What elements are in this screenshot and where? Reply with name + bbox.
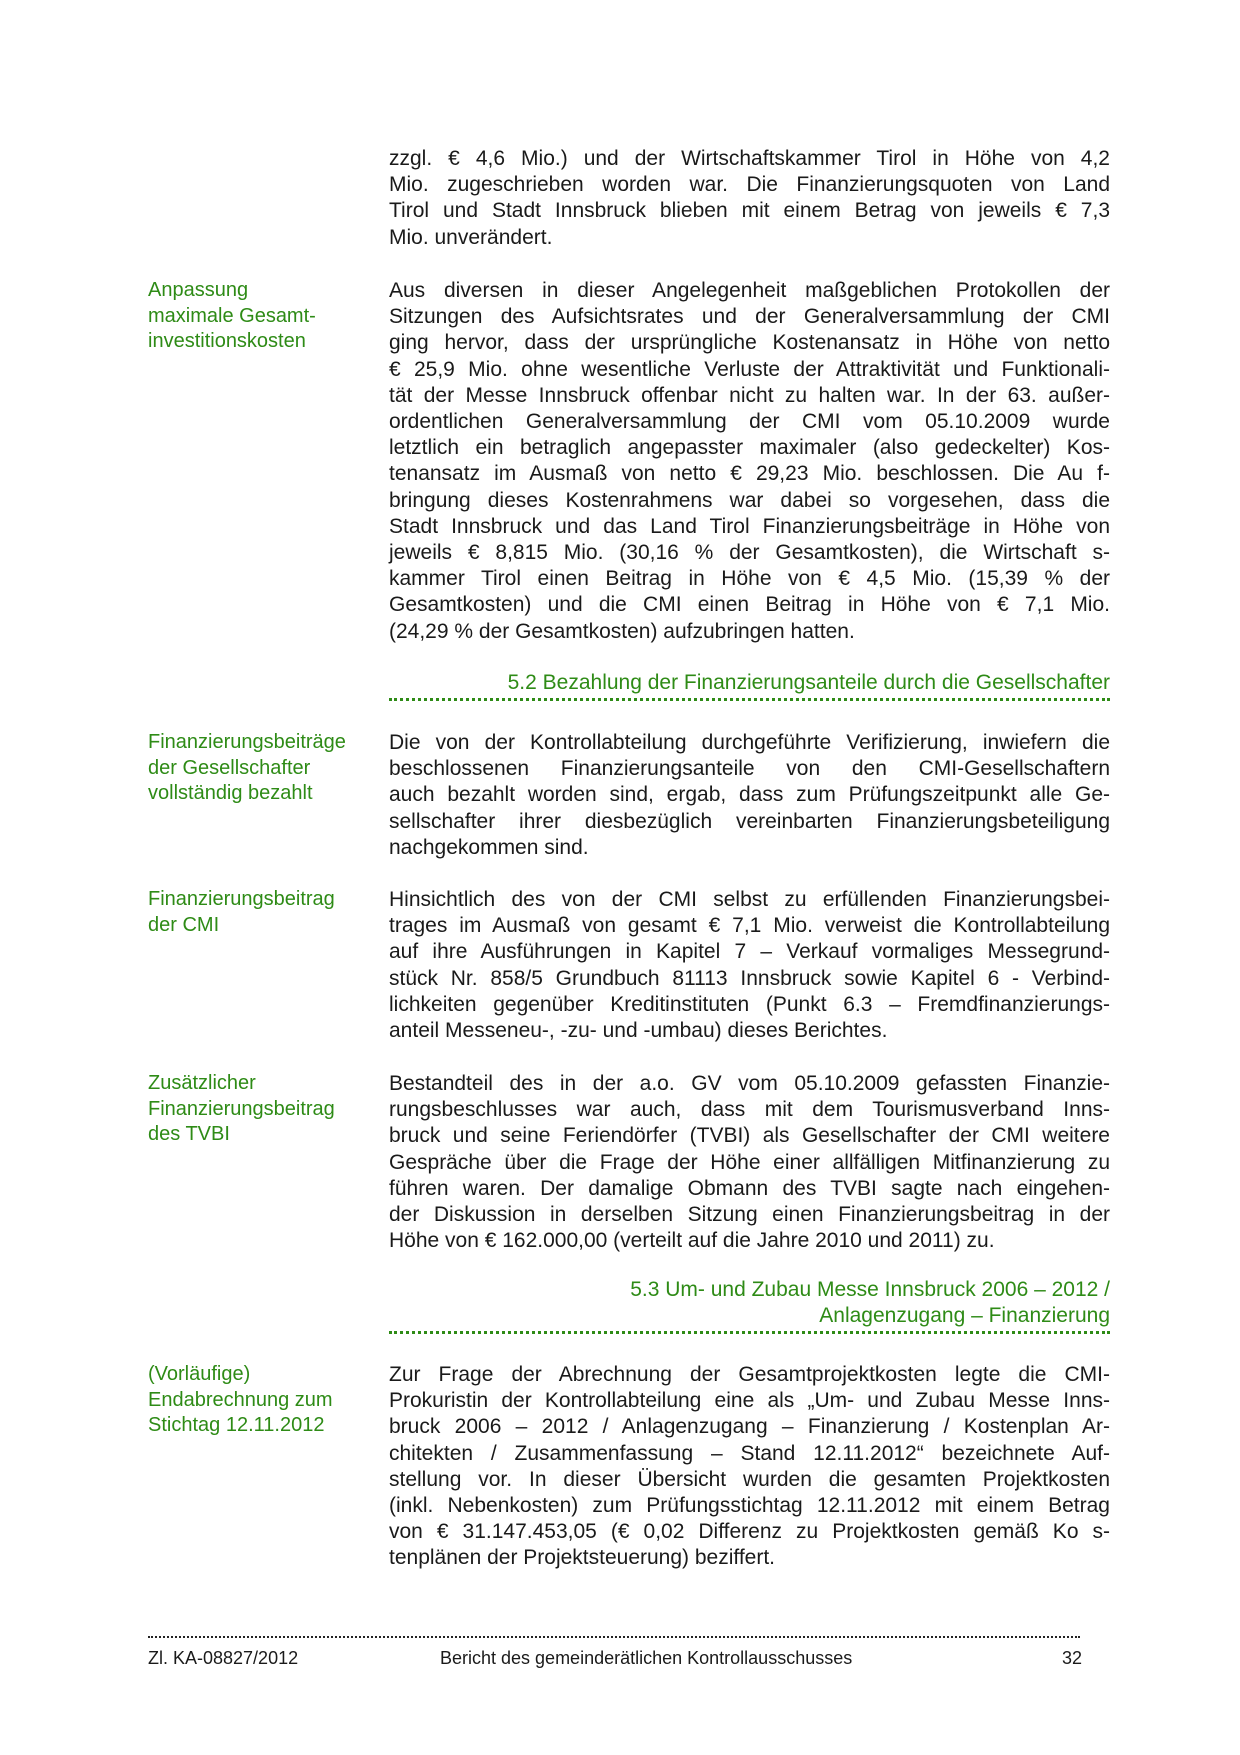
text-line: stück Nr. 858/5 Grundbuch 81113 Innsbruck sowie Kapitel 6 - Verbind- <box>389 966 1110 990</box>
margin-note-line: der Gesellschafter <box>148 756 311 779</box>
heading-text: 5.2 Bezahlung der Finanzierungsanteile durch die Gesellschafter <box>507 671 1110 694</box>
text-line: Mio. unverändert. <box>389 225 553 249</box>
section-heading-5-3 <box>389 1277 1110 1329</box>
section-heading-5-2 <box>389 670 1110 696</box>
text-line: Zur Frage der Abrechnung der Gesamtprojektkosten legte die CMI- <box>389 1363 1110 1386</box>
text-line: Aus diversen in dieser Angelegenheit maßgeblichen Protokollen der <box>389 279 1110 302</box>
heading-text: 5.3 Um- und Zubau Messe Innsbruck 2006 – 2012 / <box>630 1278 1110 1301</box>
text-line: bruck und seine Feriendörfer (TVBI) als Gesellschafter der CMI weitere <box>389 1124 1110 1148</box>
text-line: ordentlichen Generalversammlung der CMI vom 05.10.2009 wurde <box>389 410 1110 434</box>
page-number: 32 <box>1062 1648 1083 1668</box>
text-line: Prokuristin der Kontrollabteilung eine als „Um- und Zubau Messe Inns- <box>389 1389 1110 1413</box>
margin-note-line: (Vorläufige) <box>148 1363 251 1385</box>
text-line: tenansatz im Ausmaß von netto € 29,23 Mio. beschlossen. Die Au f- <box>389 462 1110 486</box>
paragraph-tvbi <box>389 1071 1110 1254</box>
text-line: lichkeiten gegenüber Kreditinstituten (Punkt 6.3 – Fremdfinanzierungs- <box>389 992 1110 1016</box>
text-line: der Diskussion in derselben Sitzung einen Finanzierungsbeitrag in der <box>389 1203 1110 1227</box>
text-line: bruck 2006 – 2012 / Anlagenzugang – Finanzierung / Kostenplan Ar- <box>389 1415 1110 1439</box>
text-line: Gespräche über die Frage der Höhe einer allfälligen Mitfinanzierung zu <box>389 1150 1110 1174</box>
footer-reference: Zl. KA-08827/2012 <box>148 1648 299 1668</box>
text-line: tät der Messe Innsbruck offenbar nicht zu halten war. In der 63. außer- <box>389 383 1110 407</box>
text-line: trages im Ausmaß von gesamt € 7,1 Mio. verweist die Kontrollabteilung <box>389 914 1110 938</box>
text-line: jeweils € 8,815 Mio. (30,16 % der Gesamtkosten), die Wirtschaft s- <box>389 541 1110 565</box>
text-line: führen waren. Der damalige Obmann des TVBI sagte nach eingehen- <box>389 1176 1110 1200</box>
heading-divider <box>389 698 1110 701</box>
text-line: ging hervor, dass der ursprüngliche Kostenansatz in Höhe von netto <box>389 331 1110 355</box>
text-line: € 25,9 Mio. ohne wesentliche Verluste der Attraktivität und Funktionali- <box>389 357 1110 381</box>
text-line: Hinsichtlich des von der CMI selbst zu erfüllenden Finanzierungsbei- <box>389 888 1110 911</box>
text-line: rungsbeschlusses war auch, dass mit dem Tourismusverband Inns- <box>389 1098 1110 1122</box>
margin-note-line: Finanzierungsbeitrag <box>148 888 335 910</box>
text-line: sellschafter ihrer diesbezüglich vereinbarten Finanzierungsbeteiligung <box>389 809 1110 833</box>
margin-note-line: investitionskosten <box>148 330 306 352</box>
paragraph-bezahlt <box>389 730 1110 861</box>
margin-note-line: der CMI <box>148 913 220 936</box>
paragraph-anpassung <box>389 278 1110 645</box>
footer-title: Bericht des gemeinderätlichen Kontrollausschusses <box>440 1648 853 1668</box>
text-line: nachgekommen sind. <box>389 835 589 859</box>
margin-note-line: Endabrechnung zum <box>148 1388 333 1411</box>
paragraph-cmi <box>389 887 1110 1044</box>
margin-note-line: vollständig bezahlt <box>148 782 313 804</box>
text-line: Tirol und Stadt Innsbruck blieben mit einem Betrag von jeweils € 7,3 <box>389 199 1110 223</box>
margin-note-line: Zusätzlicher <box>148 1072 256 1094</box>
text-line: (24,29 % der Gesamtkosten) aufzubringen hatten. <box>389 619 855 643</box>
text-line: zzgl. € 4,6 Mio.) und der Wirtschaftskammer Tirol in Höhe von 4,2 <box>389 147 1110 170</box>
text-line: Gesamtkosten) und die CMI einen Beitrag in Höhe von € 7,1 Mio. <box>389 593 1110 617</box>
text-line: (inkl. Nebenkosten) zum Prüfungsstichtag 12.11.2012 mit einem Betrag <box>389 1494 1110 1518</box>
text-line: stellung vor. In dieser Übersicht wurden die gesamten Projektkosten <box>389 1467 1110 1491</box>
paragraph-endabrechnung <box>389 1362 1110 1572</box>
text-line: Mio. zugeschrieben worden war. Die Finanzierungsquoten von Land <box>389 173 1110 197</box>
margin-note-bezahlt <box>148 730 378 807</box>
text-line: Die von der Kontrollabteilung durchgeführte Verifizierung, inwiefern die <box>389 731 1110 754</box>
margin-note-anpassung <box>148 278 378 355</box>
text-line: Bestandteil des in der a.o. GV vom 05.10.2009 gefassten Finanzie- <box>389 1072 1110 1095</box>
text-line: von € 31.147.453,05 (€ 0,02 Differenz zu Projektkosten gemäß Ko s- <box>389 1520 1110 1544</box>
text-line: auf ihre Ausführungen in Kapitel 7 – Verkauf vormaliges Messegrund- <box>389 940 1110 964</box>
text-line: tenplänen der Projektsteuerung) beziffert. <box>389 1546 776 1570</box>
heading-divider <box>389 1331 1110 1334</box>
intro-paragraph <box>389 146 1110 251</box>
text-line: Stadt Innsbruck und das Land Tirol Finanzierungsbeiträge in Höhe von <box>389 514 1110 538</box>
margin-note-line: des TVBI <box>148 1123 230 1145</box>
text-line: letztlich ein betraglich angepasster maximaler (also gedeckelter) Kos- <box>389 436 1110 460</box>
text-line: chitekten / Zusammenfassung – Stand 12.11.2012“ bezeichnete Auf- <box>389 1441 1110 1465</box>
text-line: anteil Messeneu-, -zu- und -umbau) dieses Berichtes. <box>389 1019 888 1043</box>
text-line: beschlossenen Finanzierungsanteile von den CMI-Gesellschaftern <box>389 757 1110 781</box>
margin-note-cmi <box>148 887 378 938</box>
margin-note-endabrechnung <box>148 1362 378 1439</box>
text-line: Sitzungen des Aufsichtsrates und der Generalversammlung der CMI <box>389 305 1110 329</box>
margin-note-line: Anpassung <box>148 279 249 301</box>
text-line: bringung dieses Kostenrahmens war dabei so vorgesehen, dass die <box>389 488 1110 512</box>
text-line: auch bezahlt worden sind, ergab, dass zum Prüfungszeitpunkt alle Ge- <box>389 783 1110 807</box>
footer-divider <box>148 1636 1080 1638</box>
text-line: Höhe von € 162.000,00 (verteilt auf die Jahre 2010 und 2011) zu. <box>389 1229 995 1253</box>
margin-note-line: maximale Gesamt- <box>148 304 316 327</box>
text-line: kammer Tirol einen Beitrag in Höhe von € 4,5 Mio. (15,39 % der <box>389 567 1110 591</box>
margin-note-line: Stichtag 12.11.2012 <box>148 1414 325 1436</box>
margin-note-tvbi <box>148 1071 378 1148</box>
margin-note-line: Finanzierungsbeitrag <box>148 1097 335 1120</box>
margin-note-line: Finanzierungsbeiträge <box>148 731 346 753</box>
heading-text: Anlagenzugang – Finanzierung <box>819 1304 1110 1327</box>
